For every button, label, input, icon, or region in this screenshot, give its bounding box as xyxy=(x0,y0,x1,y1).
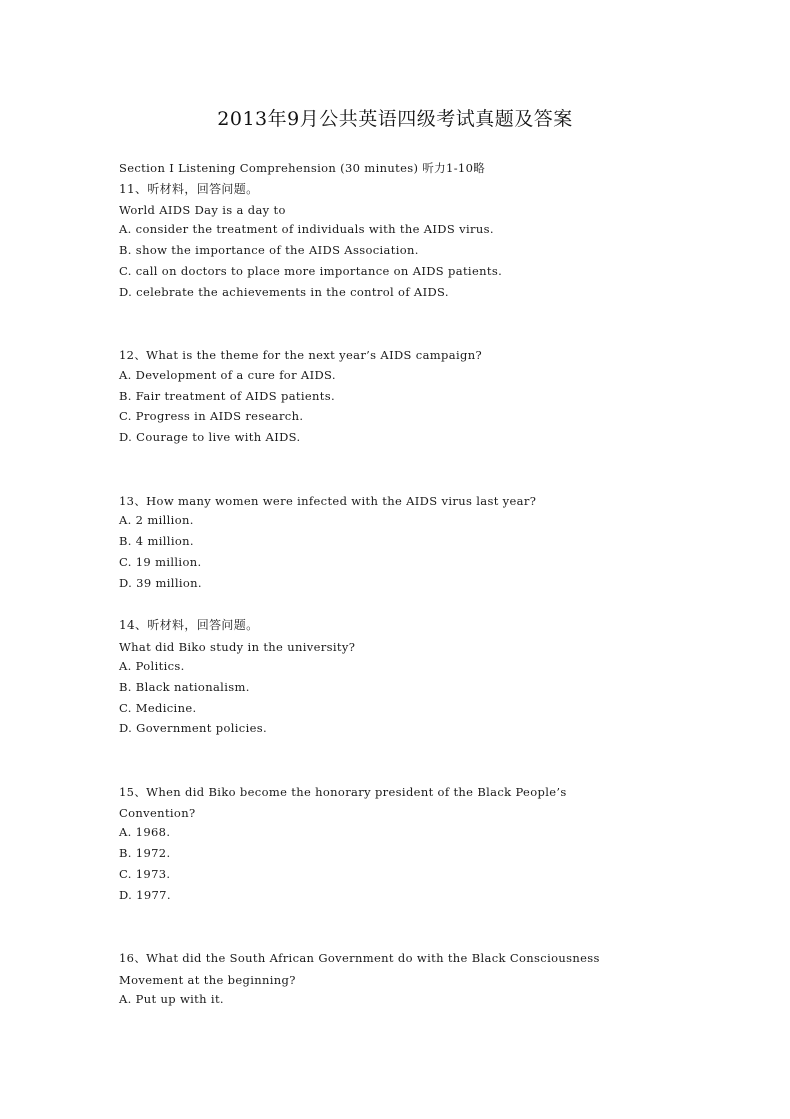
question-14-stem-line-1: 14、听材料，回答问题。 xyxy=(119,618,259,632)
question-13-option-b: B. 4 million. xyxy=(119,534,194,548)
question-12-option-d: D. Courage to live with AIDS. xyxy=(119,430,301,444)
question-14-option-b: B. Black nationalism. xyxy=(119,680,250,694)
page-title: 2013年9月公共英语四级考试真题及答案 xyxy=(217,108,573,130)
question-15-option-b: B. 1972. xyxy=(119,846,171,860)
question-13-option-a: A. 2 million. xyxy=(119,513,194,527)
question-14-stem-line-2: What did Biko study in the university? xyxy=(119,640,356,654)
question-13-option-d: D. 39 million. xyxy=(119,576,202,590)
question-11-option-d: D. celebrate the achievements in the control of AIDS. xyxy=(119,285,449,299)
question-15-option-c: C. 1973. xyxy=(119,867,171,881)
question-12-option-a: A. Development of a cure for AIDS. xyxy=(119,368,336,382)
question-13-option-c: C. 19 million. xyxy=(119,555,202,569)
question-16-stem-line-1: 16、What did the South African Government do with the Black Consciousness xyxy=(119,951,600,965)
question-14-option-d: D. Government policies. xyxy=(119,721,268,735)
question-12-stem: 12、What is the theme for the next year’s AIDS campaign? xyxy=(119,348,482,362)
question-11-option-c: C. call on doctors to place more importance on AIDS patients. xyxy=(119,264,503,278)
question-11-option-b: B. show the importance of the AIDS Association. xyxy=(119,243,419,257)
question-16-option-a: A. Put up with it. xyxy=(119,992,224,1006)
question-12-option-c: C. Progress in AIDS research. xyxy=(119,409,304,423)
question-14-option-a: A. Politics. xyxy=(119,659,185,673)
question-15-option-a: A. 1968. xyxy=(119,825,171,839)
question-11-stem-line-1: 11、听材料，回答问题。 xyxy=(119,182,259,196)
question-11-option-a: A. consider the treatment of individuals with the AIDS virus. xyxy=(119,222,494,236)
question-15-stem-line-2: Convention? xyxy=(119,806,196,820)
question-11-stem-line-2: World AIDS Day is a day to xyxy=(119,203,286,217)
question-15-option-d: D. 1977. xyxy=(119,888,171,902)
question-14-option-c: C. Medicine. xyxy=(119,701,197,715)
question-13-stem: 13、How many women were infected with the AIDS virus last year? xyxy=(119,494,537,508)
question-15-stem-line-1: 15、When did Biko become the honorary president of the Black People’s xyxy=(119,785,567,799)
question-12-option-b: B. Fair treatment of AIDS patients. xyxy=(119,389,336,403)
question-16-stem-line-2: Movement at the beginning? xyxy=(119,973,296,987)
section-header: Section I Listening Comprehension (30 minutes) 听力1-10略 xyxy=(119,161,486,175)
